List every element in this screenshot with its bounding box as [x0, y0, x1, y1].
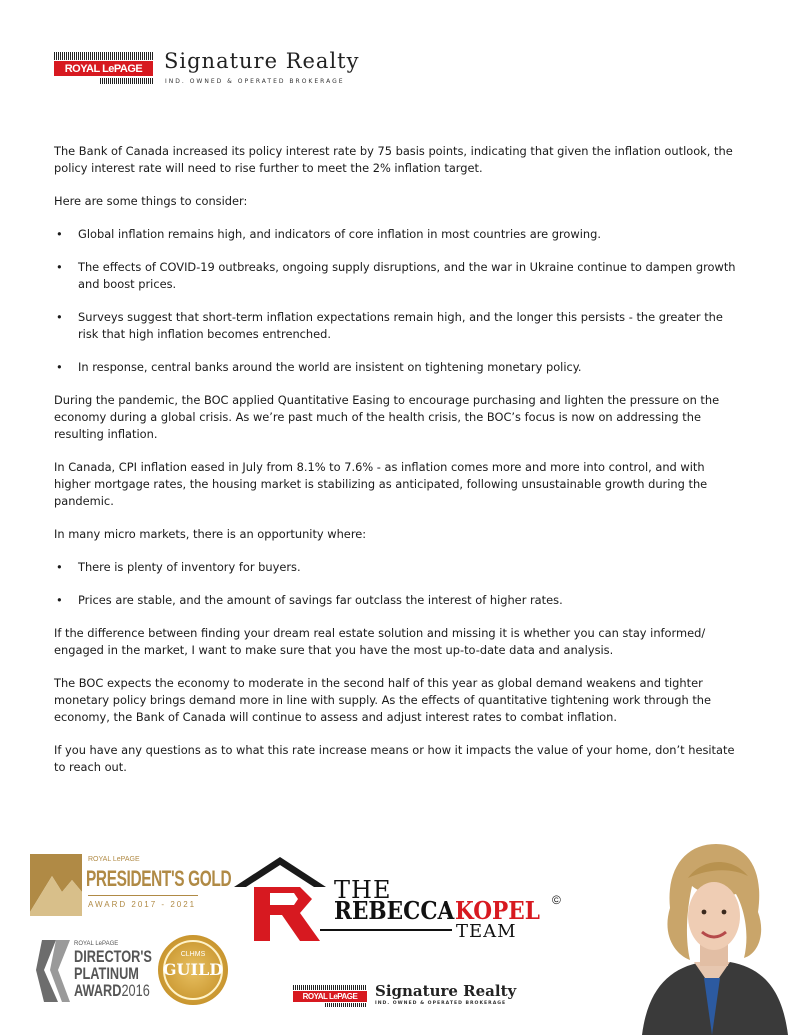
copyright-symbol: ©: [552, 893, 561, 907]
brand-name: Signature Realty: [375, 982, 517, 1000]
list-item: • Prices are stable, and the amount of savings far outclass the interest of higher rates.: [54, 592, 744, 609]
consider-paragraph: Here are some things to consider:: [54, 194, 248, 208]
guild-seal: [158, 935, 228, 1005]
guild-small-label: CLHMS: [180, 951, 206, 958]
intro-paragraph: The Bank of Canada increased its policy interest rate by 75 basis points, indicating that given the inflation outlook, the policy interest rate will need to rise further to meet the 2% inflation target.: [54, 144, 733, 175]
cpi-paragraph: In Canada, CPI inflation eased in July from 8.1% to 7.6% - as inflation comes more and more into control, and with higher mortgage rates, the housing market is stabilizing as anticipated, following unsustainable growth during the pandemic.: [54, 460, 708, 508]
logo-barcode: [54, 52, 153, 60]
royal-lepage-logo: ROYAL LePAGE: [293, 991, 367, 1002]
divider: [320, 929, 452, 931]
directors-line3: [74, 982, 150, 999]
boc-expects-paragraph: The BOC expects the economy to moderate in the second half of this year as global demand weakens and tighter monetary policy brings demand more in line with supply. As the effects of quantitative tightening work through the economy, the Bank of Canada will continue to assess and adjust interest rates to combat inflation.: [54, 676, 712, 724]
questions-paragraph: If you have any questions as to what this rate increase means or how it impacts the value of your home, don’t hesitate to reach out.: [54, 743, 735, 774]
platinum-ribbon-icon: [36, 940, 70, 1002]
pandemic-paragraph: During the pandemic, the BOC applied Quantitative Easing to encourage purchasing and lighten the pressure on the economy during a global crisis. As we’re past much of the health crisis, the BOC’s focus is now on addressing the resulting inflation.: [54, 393, 720, 441]
brand-subtitle: IND. OWNED & OPERATED BROKERAGE: [375, 1001, 507, 1006]
list-item: • Global inflation remains high, and indicators of core inflation in most countries are growing.: [54, 226, 744, 243]
list-item: • The effects of COVID-19 outbreaks, ongoing supply disruptions, and the war in Ukraine continue to dampen growth and boost prices.: [54, 259, 744, 293]
directors-award-word: AWARD: [74, 981, 122, 1000]
team-the-label: THE: [334, 876, 392, 904]
divider: [88, 895, 198, 896]
directors-line1: DIRECTOR'S: [74, 947, 152, 966]
directors-small-label: ROYAL LePAGE: [74, 941, 119, 947]
presidents-small-label: ROYAL LePAGE: [88, 856, 140, 863]
logo-barcode: [325, 1003, 367, 1007]
directors-award-year: 2016: [121, 981, 150, 1000]
team-logo-icon: [234, 857, 334, 943]
article-body: [54, 143, 744, 776]
directors-line2: PLATINUM: [74, 964, 139, 983]
list-item: • There is plenty of inventory for buyers.: [54, 559, 744, 576]
micro-markets-paragraph: In many micro markets, there is an opportunity where:: [54, 527, 367, 541]
team-kopel-label: KOPEL: [455, 896, 540, 925]
royal-lepage-logo: ROYAL LePAGE: [54, 61, 153, 76]
logo-barcode: [100, 78, 153, 84]
agent-portrait: [632, 838, 790, 1035]
brand-name: Signature Realty: [164, 49, 360, 73]
list-item: • Surveys suggest that short-term inflation expectations remain high, and the longer this persists - the greater the risk that high inflation becomes entrenched.: [54, 309, 744, 343]
brand-subtitle: IND. OWNED & OPERATED BROKERAGE: [165, 78, 345, 85]
team-rebecca-label: REBECCA: [334, 896, 455, 925]
mountain-icon: [30, 854, 82, 916]
team-team-label: TEAM: [456, 921, 517, 942]
presidents-award-year: AWARD 2017 - 2021: [88, 900, 197, 909]
guild-label: GUILD: [162, 960, 224, 979]
presidents-title: PRESIDENT'S GOLD: [86, 866, 232, 891]
difference-paragraph: If the difference between finding your dream real estate solution and missing it is whether you can stay informed/ engaged in the market, I want to make sure that you have the most up-to-date data and analysis.: [54, 626, 706, 657]
logo-barcode: [293, 985, 367, 990]
list-item: • In response, central banks around the world are insistent on tightening monetary policy.: [54, 359, 744, 376]
